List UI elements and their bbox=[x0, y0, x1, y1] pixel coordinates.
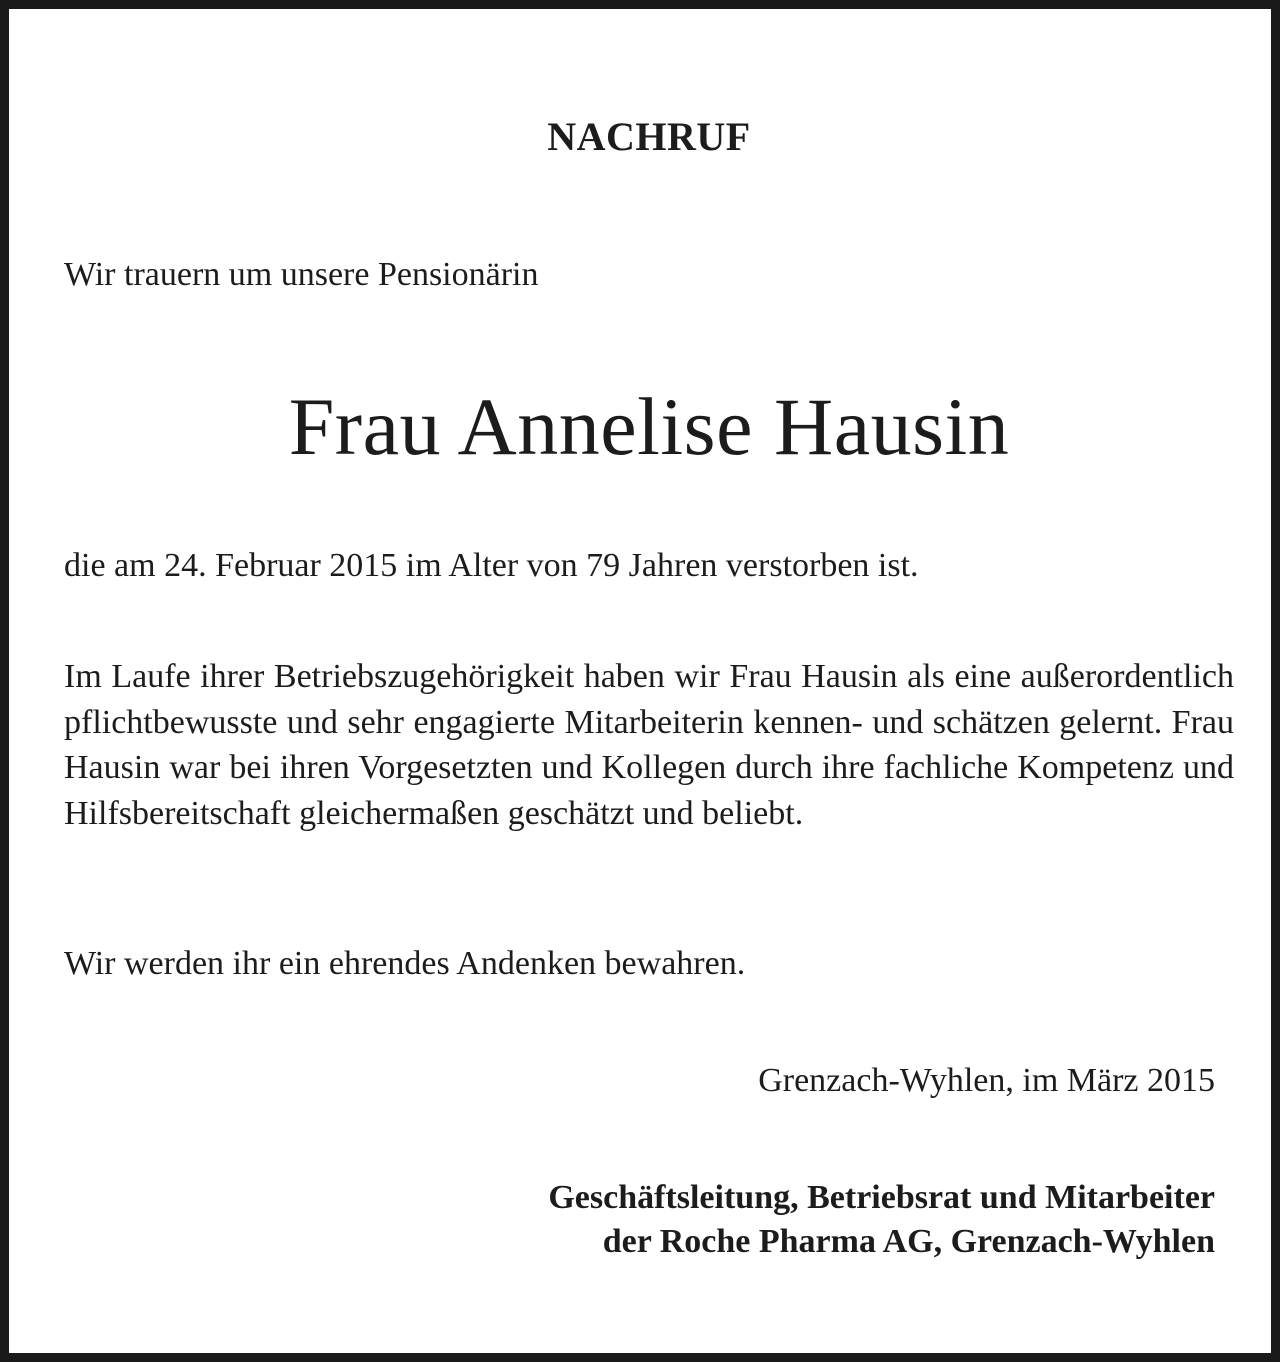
signature-line-1: Geschäftsleitung, Betriebsrat und Mitarbeiter bbox=[548, 1179, 1215, 1216]
place-date: Grenzach-Wyhlen, im März 2015 bbox=[758, 1062, 1215, 1099]
tribute-paragraph: Im Laufe ihrer Betriebszugehörigkeit haben wir Frau Hausin als eine außerordentlich pflichtbewusste und sehr engagierte Mitarbeiterin kennen- und schätzen gelernt. Frau Hausin war bei ihren Vorgesetzten und Kollegen durch ihre fachliche Kompetenz und Hilfsbereitschaft gleichermaßen geschätzt und beliebt. bbox=[64, 658, 1234, 832]
deceased-name: Frau Annelise Hausin bbox=[288, 381, 1010, 472]
memory-text: Wir werden ihr ein ehrendes Andenken bewahren. bbox=[64, 945, 746, 982]
signature-line-2: der Roche Pharma AG, Grenzach-Wyhlen bbox=[602, 1223, 1215, 1260]
signature-block bbox=[548, 1176, 1215, 1264]
intro-text: Wir trauern um unsere Pensionärin bbox=[64, 256, 539, 293]
obituary-heading: NACHRUF bbox=[547, 114, 751, 159]
death-date-text: die am 24. Februar 2015 im Alter von 79 Jahren verstorben ist. bbox=[64, 547, 919, 584]
